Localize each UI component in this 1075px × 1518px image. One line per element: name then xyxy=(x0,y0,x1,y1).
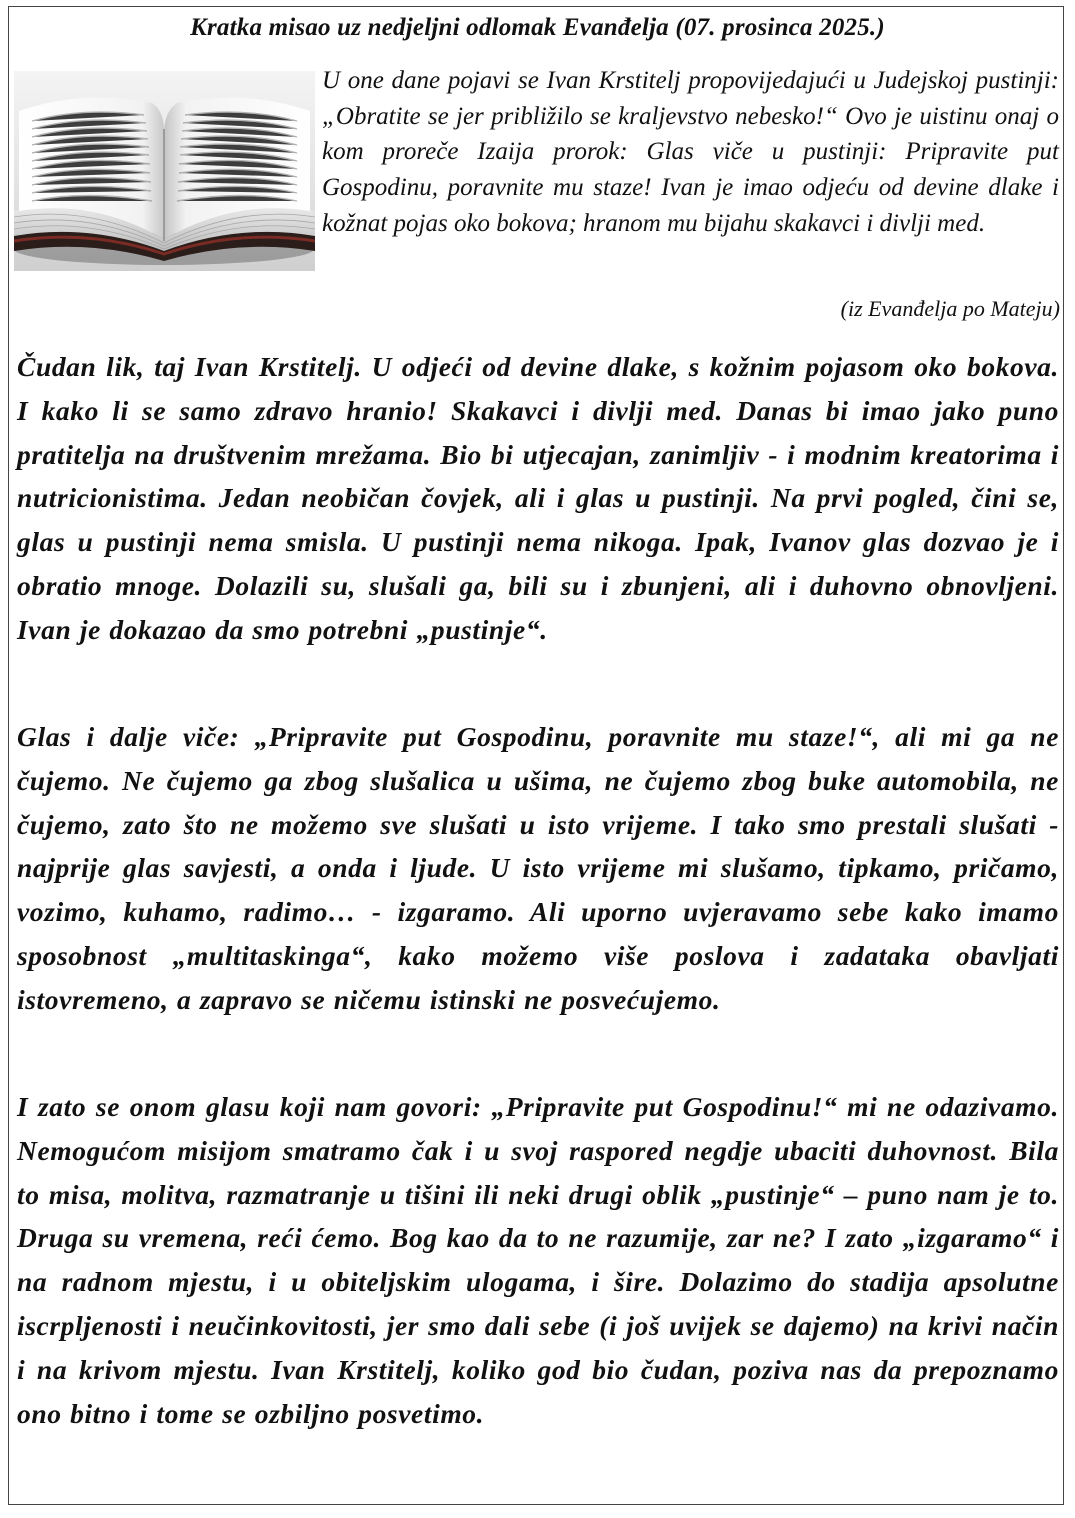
page-title: Kratka misao uz nedjeljni odlomak Evanđelja (07. prosinca 2025.) xyxy=(190,14,885,41)
gospel-reading-text: U one dane pojavi se Ivan Krstitelj propovijedajući u Judejskoj pustinji: „Obratite se jer približilo se kraljevstvo nebesko!“ Ovo je uistinu onaj o kom proreče Izaija prorok: Glas viče u pustinji: Pripravite put Gospodinu, poravnite mu staze! Ivan je imao odjeću od devine dlake i kožnat pojas oko bokova; hranom mu bijahu skakavci i divlji med. xyxy=(322,67,1059,237)
reflection-paragraph-1: Čudan lik, taj Ivan Krstitelj. U odjeći od devine dlake, s kožnim pojasom oko bokova. I kako li se samo zdravo hranio! Skakavci i divlji med. Danas bi imao jako puno pratitelja na društvenim mrežama. Bio bi utjecajan, zanimljiv - i modnim kreatorima i nutricionistima. Jedan neobičan čovjek, ali i glas u pustinji. Na prvi pogled, čini se, glas u pustinji nema smisla. U pustinji nema nikoga. Ipak, Ivanov glas dozvao je i obratio mnoge. Dolazili su, slušali ga, bili su i zbunjeni, ali i duhovno obnovljeni. Ivan je dokazao da smo potrebni „pustinje“. xyxy=(17,351,1059,645)
open-book-icon xyxy=(14,71,315,271)
reflection-paragraph-2: Glas i dalje viče: „Pripravite put Gospodinu, poravnite mu staze!“, ali mi ga ne čujemo. Ne čujemo ga zbog slušalica u ušima, ne čujemo zbog buke automobila, ne čujemo, zato što ne možemo sve slušati u isto vrijeme. I tako smo prestali slušati - najprije glas savjesti, a onda i ljude. U isto vrijeme mi slušamo, tipkamo, pričamo, vozimo, kuhamo, radimo… - izgaramo. Ali uporno uvjeravamo sebe kako imamo sposobnost „multitaskinga“, kako možemo više poslova i zadataka obavljati istovremeno, a zapravo se ničemu istinski ne posvećujemo. xyxy=(17,721,1059,1015)
gospel-source: (iz Evanđelja po Mateju) xyxy=(840,296,1060,321)
reflection-paragraph-3: I zato se onom glasu koji nam govori: „Pripravite put Gospodinu!“ mi ne odazivamo. Nemogućom misijom smatramo čak i u svoj raspored negdje ubaciti duhovnost. Bila to misa, molitva, razmatranje u tišini ili neki drugi oblik „pustinje“ – puno nam je to. Druga su vremena, reći ćemo. Bog kao da to ne razumije, zar ne? I zato „izgaramo“ i na radnom mjestu, i u obiteljskim ulogama, i šire. Dolazimo do stadija apsolutne iscrpljenosti i neučinkovitosti, jer smo dali sebe (i još uvijek se dajemo) na krivi način i na krivom mjestu. Ivan Krstitelj, koliko god bio čudan, poziva nas da prepoznamo ono bitno i tome se ozbiljno posvetimo. xyxy=(17,1091,1059,1429)
